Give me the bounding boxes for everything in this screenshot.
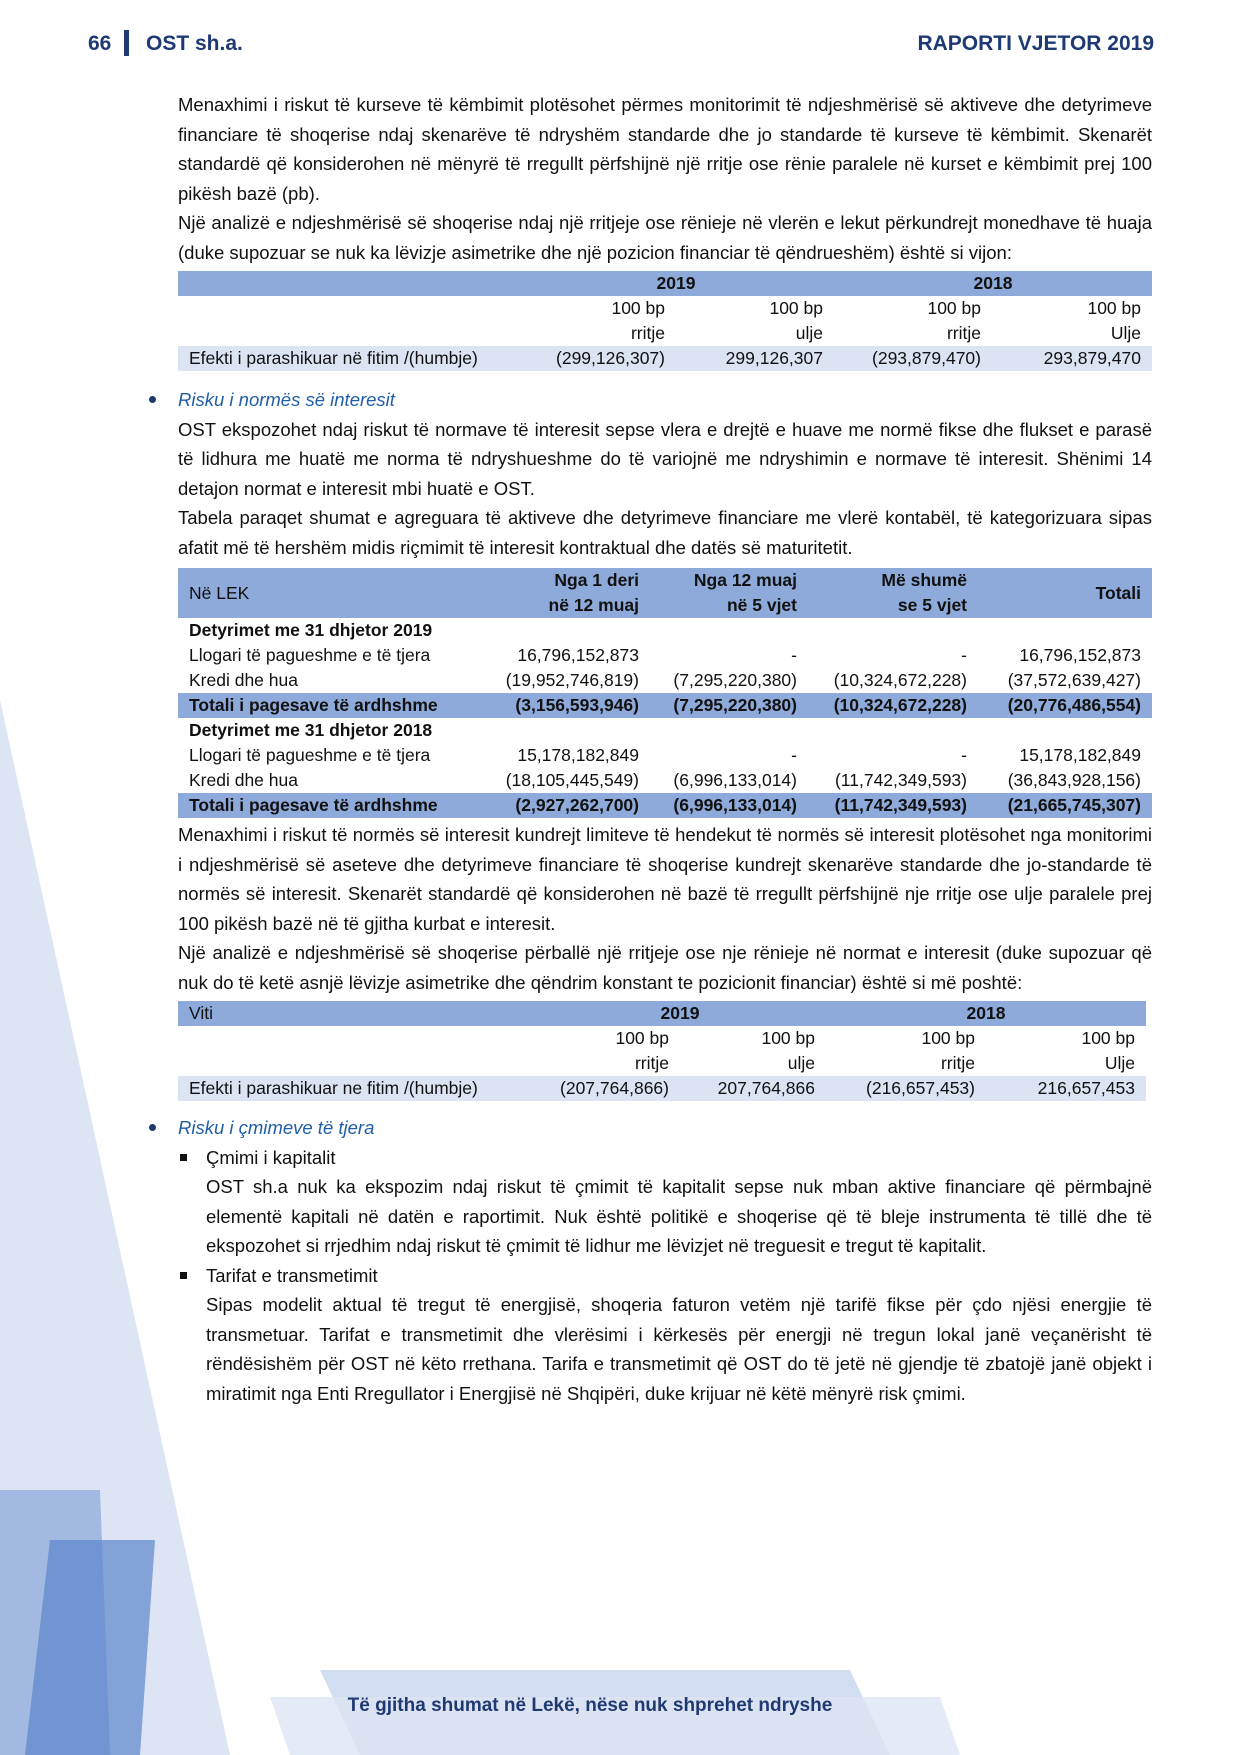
group-title-row xyxy=(178,618,1152,643)
group-title-row xyxy=(178,718,1152,743)
table-cell: 15,178,182,849 xyxy=(517,745,639,765)
row-label: Kredi dhe hua xyxy=(189,670,298,690)
group-title: Detyrimet me 31 dhjetor 2018 xyxy=(189,720,433,740)
subsection-capital-price xyxy=(178,1143,1152,1173)
table-cell: 299,126,307 xyxy=(676,346,834,371)
table-cell: (10,324,672,228) xyxy=(833,670,967,690)
subsection-title: Tarifat e transmetimit xyxy=(206,1264,378,1286)
square-bullet-icon xyxy=(180,1154,187,1161)
subsection-title: Çmimi i kapitalit xyxy=(206,1146,336,1168)
col-header: Totali xyxy=(978,568,1152,618)
bullet-icon xyxy=(149,396,156,403)
paragraph-interest-management: Menaxhimi i riskut të normës së interesit kundrejt limiteve të hendekut të normës së interesit plotësohet nga monitorimi i ndjeshmërisë së aseteve dhe detyrimeve financiare të shoqerise kundrejt skenarëve standarde dhe jo-standarde të normës së interesit. Skenarët standardë që konsiderohen në bazë të rregullt përfshijnë nje rritje ose ulje paralele prej 100 pikësh bazë në të gjitha kurbat e interesit. xyxy=(178,824,1152,934)
section-title: Risku i çmimeve të tjera xyxy=(178,1117,375,1138)
table-cell: (21,665,745,307) xyxy=(978,793,1152,818)
col-header: 100 bp ulje xyxy=(761,1028,815,1073)
paragraph-fx-management: Menaxhimi i riskut të kurseve të këmbimit plotësohet përmes monitorimit të ndjeshmërisë së aktiveve dhe detyrimeve financiare të shoqerise ndaj skenarëve të ndryshëm standarde dhe jo standarde të kurseve të këmbimit. Skenarët standardë që konsiderohen në mënyrë të rregullt përfshijnë një rritje ose rënie paralele në kurset e këmbimit prej 100 pikësh bazë (pb). xyxy=(178,94,1152,204)
table-cell: (19,952,746,819) xyxy=(505,670,639,690)
row-label: Efekti i parashikuar ne fitim /(humbje) xyxy=(178,1076,534,1101)
row-label: Llogari të pagueshme e të tjera xyxy=(189,645,431,665)
table-cell: (18,105,445,549) xyxy=(505,770,639,790)
table-cell: 16,796,152,873 xyxy=(517,645,639,665)
row-label: Llogari të pagueshme e të tjera xyxy=(189,745,431,765)
maturity-table xyxy=(178,568,1152,818)
col-header: Në LEK xyxy=(178,568,478,618)
table-header-row xyxy=(178,271,1152,296)
year-2018-header: 2018 xyxy=(834,271,1152,296)
table-cell: 216,657,453 xyxy=(986,1076,1146,1101)
col-header: 100 bp ulje xyxy=(769,298,823,343)
year-2019-header: 2019 xyxy=(534,1001,826,1026)
page-footer: Të gjitha shumat në Lekë, nëse nuk shprehet ndryshe xyxy=(347,1695,833,1716)
col-header: Më shumë se 5 vjet xyxy=(808,568,978,618)
table-cell: - xyxy=(961,745,967,765)
table-cell: (37,572,639,427) xyxy=(1007,670,1141,690)
table-cell: (20,776,486,554) xyxy=(978,693,1152,718)
table-cell: (7,295,220,380) xyxy=(673,670,797,690)
table-cell: (3,156,593,946) xyxy=(478,693,650,718)
col-header: Viti xyxy=(178,1001,534,1026)
paragraph-fx-sensitivity: Një analizë e ndjeshmërisë së shoqerise ndaj një rritjeje ose rënieje në vlerën e lekut përkundrejt monedhave të huaja (duke supozuar se nuk ka lëvizje asimetrike dhe një pozicion financiar të qëndrueshëm) është si vijon: xyxy=(178,212,1152,263)
section-interest-rate-risk xyxy=(178,385,1152,415)
paragraph-transmission-tariffs: Sipas modelit aktual të tregut të energjisë, shoqeria faturon vetëm një tarifë fikse për çdo njësi energjie të transmetuar. Tarifat e transmetimit dhe vlerësimi i kërkesës për energji në tregun lokal janë veçanërisht të rëndësishëm për OST në këto rrethana. Tarifa e transmetimit që OST do të jetë në gjendje të zbatojë janë objekt i miratimit nga Enti Rregullator i Energjisë në Shqipëri, duke krijuar në këtë mënyrë risk çmimi. xyxy=(206,1294,1152,1404)
interest-sensitivity-table xyxy=(178,1001,1146,1101)
year-2018-header: 2018 xyxy=(826,1001,1146,1026)
group-title: Detyrimet me 31 dhjetor 2019 xyxy=(189,620,433,640)
table-row xyxy=(178,1076,1146,1101)
report-title: RAPORTI VJETOR 2019 xyxy=(917,32,1154,55)
section-title: Risku i normës së interesit xyxy=(178,389,395,410)
table-header-row xyxy=(178,1001,1146,1026)
table-cell: 207,764,866 xyxy=(680,1076,826,1101)
paragraph-interest-table-intro: Tabela paraqet shumat e agreguara të aktiveve dhe detyrimeve financiare me vlerë kontabël, të kategorizuara sipas afatit më të hershëm midis riçmimit të interesit kontraktual dhe datës së maturitetit. xyxy=(178,507,1152,558)
row-label: Efekti i parashikuar në fitim /(humbje) xyxy=(178,346,518,371)
col-header: 100 bp Ulje xyxy=(1081,1028,1135,1073)
paragraph-interest-sensitivity: Një analizë e ndjeshmërisë së shoqerise përballë një rritjeje ose nje rënieje në normat e interesit (duke supozuar që nuk do të ketë asnjë lëvizje asimetrike dhe qëndrim konstant te pozicionit financiar) është si më poshtë: xyxy=(178,942,1152,993)
col-header: 100 bp Ulje xyxy=(1087,298,1141,343)
table-row xyxy=(178,668,1152,693)
table-cell: (2,927,262,700) xyxy=(478,793,650,818)
table-subheader-row xyxy=(178,1026,1146,1076)
table-cell: (36,843,928,156) xyxy=(1007,770,1141,790)
table-header-row xyxy=(178,568,1152,618)
company-name: OST sh.a. xyxy=(146,32,243,55)
fx-sensitivity-table xyxy=(178,271,1152,371)
col-header: 100 bp rritje xyxy=(927,298,981,343)
table-row xyxy=(178,643,1152,668)
square-bullet-icon xyxy=(180,1272,187,1279)
table-cell: 16,796,152,873 xyxy=(1019,645,1141,665)
total-row xyxy=(178,693,1152,718)
page-header xyxy=(88,30,1154,62)
table-cell: - xyxy=(791,645,797,665)
subsection-transmission-tariffs xyxy=(178,1261,1152,1291)
row-label: Totali i pagesave të ardhshme xyxy=(178,693,478,718)
col-header: 100 bp rritje xyxy=(921,1028,975,1073)
table-cell: (6,996,133,014) xyxy=(650,793,808,818)
table-cell: (299,126,307) xyxy=(518,346,676,371)
section-other-price-risk xyxy=(178,1113,1152,1143)
page-content xyxy=(178,90,1152,1408)
table-cell: 293,879,470 xyxy=(992,346,1152,371)
year-2019-header: 2019 xyxy=(518,271,834,296)
bullet-icon xyxy=(149,1124,156,1131)
total-row xyxy=(178,793,1152,818)
paragraph-interest-exposure: OST ekspozohet ndaj riskut të normave të interesit sepse vlera e drejtë e huave me normë fikse dhe flukset e parasë të lidhura me huatë me norma të ndryshueshme do të variojnë me ndryshimin e normave të interesit. Shënimi 14 detajon normat e interesit mbi huatë e OST. xyxy=(178,418,1152,499)
header-divider xyxy=(124,30,129,56)
table-cell: (293,879,470) xyxy=(834,346,992,371)
table-cell: (10,324,672,228) xyxy=(808,693,978,718)
table-cell: (11,742,349,593) xyxy=(834,770,967,790)
table-subheader-row xyxy=(178,296,1152,346)
col-header: 100 bp rritje xyxy=(611,298,665,343)
table-cell: - xyxy=(961,645,967,665)
page-number: 66 xyxy=(88,32,112,55)
table-cell: - xyxy=(791,745,797,765)
table-cell: (11,742,349,593) xyxy=(808,793,978,818)
table-row xyxy=(178,346,1152,371)
table-cell: 15,178,182,849 xyxy=(1019,745,1141,765)
table-cell: (7,295,220,380) xyxy=(650,693,808,718)
row-label: Totali i pagesave të ardhshme xyxy=(178,793,478,818)
col-header: Nga 1 deri në 12 muaj xyxy=(478,568,650,618)
col-header: 100 bp rritje xyxy=(615,1028,669,1073)
table-cell: (207,764,866) xyxy=(534,1076,680,1101)
table-row xyxy=(178,768,1152,793)
paragraph-capital-price: OST sh.a nuk ka ekspozim ndaj riskut të çmimit të kapitalit sepse nuk mban aktive financiare që përmbajnë elementë kapitali në datën e raportimit. Nuk është politikë e shoqerise që të bleje instrumenta të tillë dhe të ekspozohet si rrjedhim ndaj riskut të çmimit të lidhur me lëvizjet në treguesit e tregut të kapitalit. xyxy=(206,1176,1152,1256)
col-header: Nga 12 muaj në 5 vjet xyxy=(650,568,808,618)
table-cell: (6,996,133,014) xyxy=(673,770,797,790)
table-cell: (216,657,453) xyxy=(826,1076,986,1101)
table-row xyxy=(178,743,1152,768)
row-label: Kredi dhe hua xyxy=(189,770,298,790)
